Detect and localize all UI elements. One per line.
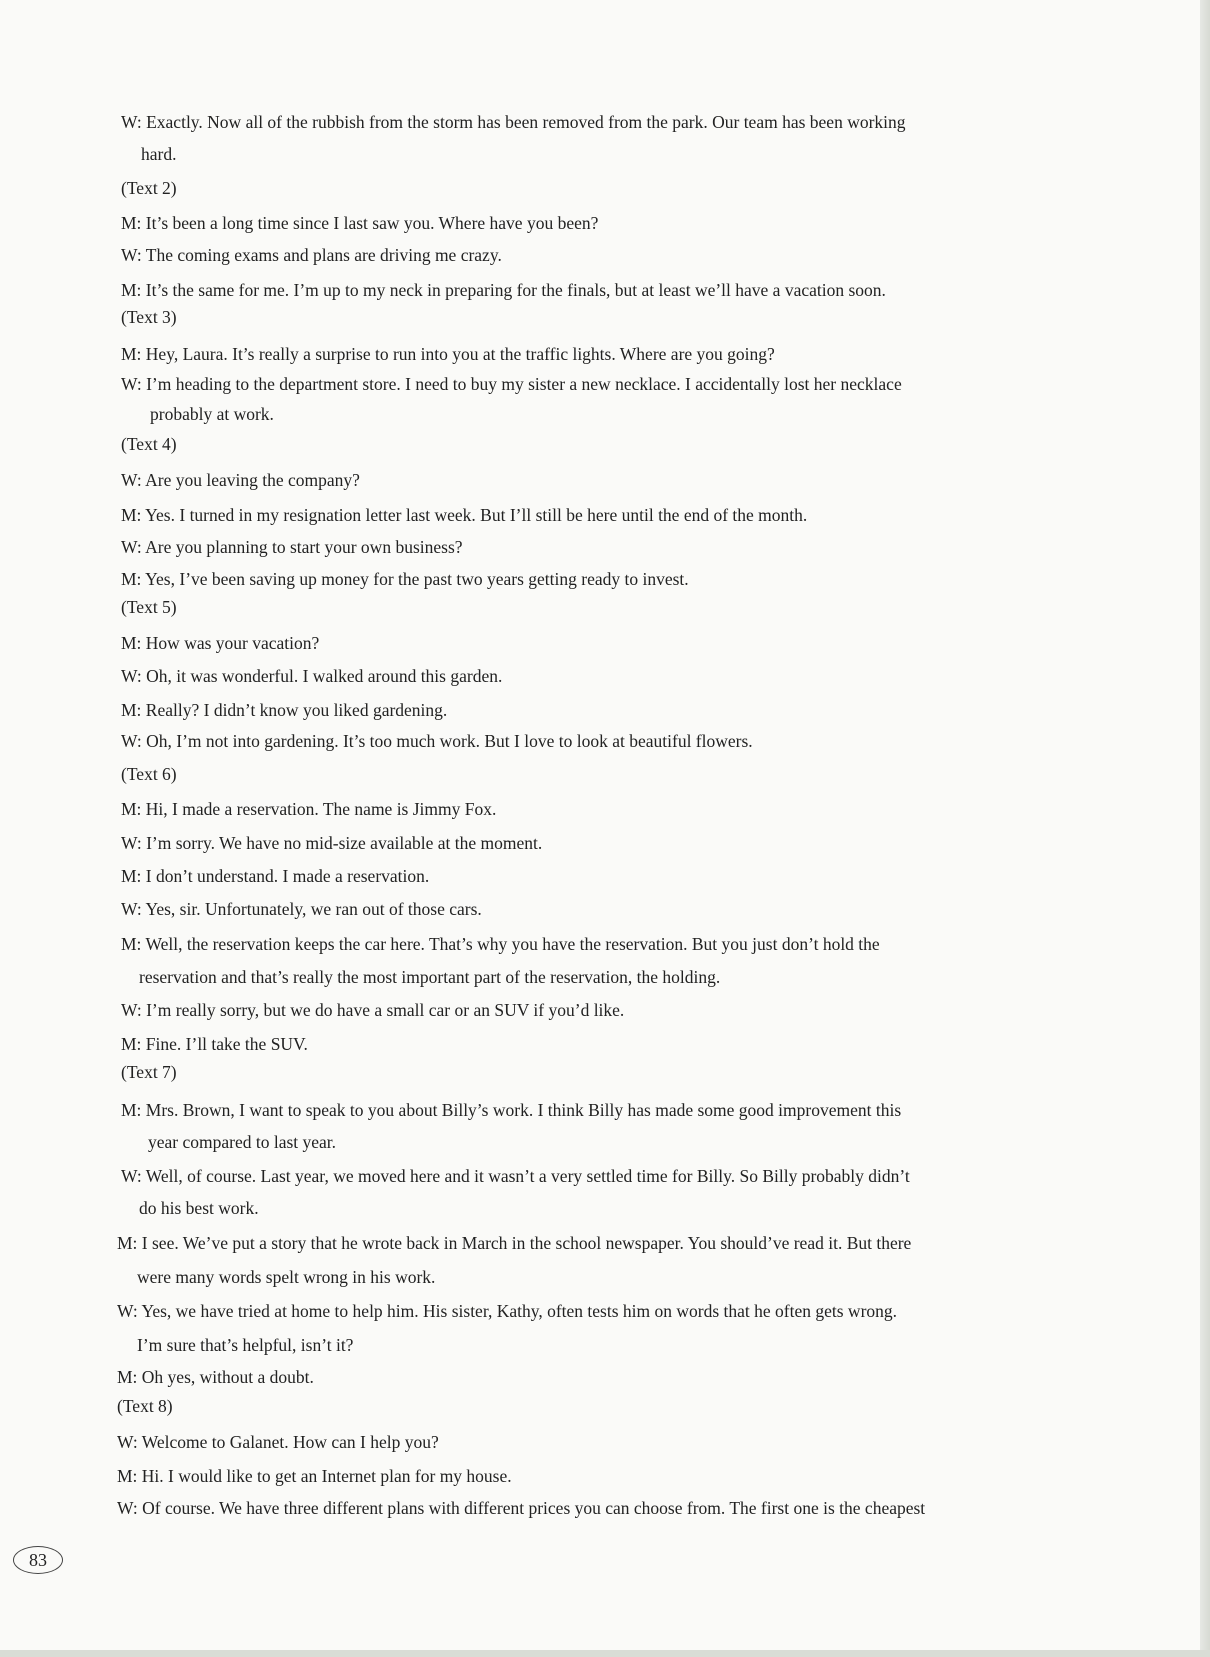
text-line: W: Yes, sir. Unfortunately, we ran out of those cars. (121, 899, 482, 919)
text-line: M: Really? I didn’t know you liked gardening. (121, 700, 448, 720)
section-heading: (Text 5) (121, 597, 177, 617)
text-line: hard. (141, 144, 177, 164)
section-heading: (Text 3) (121, 307, 177, 327)
text-line: W: Exactly. Now all of the rubbish from the storm has been removed from the park. Our team has been working (121, 112, 906, 132)
text-line: W: Yes, we have tried at home to help him. His sister, Kathy, often tests him on words that he often gets wrong. (117, 1301, 898, 1321)
text-line: M: Fine. I’ll take the SUV. (121, 1034, 308, 1054)
text-line: M: It’s the same for me. I’m up to my neck in preparing for the finals, but at least we’ll have a vacation soon. (121, 280, 886, 300)
text-line: M: I see. We’ve put a story that he wrote back in March in the school newspaper. You should’ve read it. But there (117, 1233, 912, 1253)
text-line: M: It’s been a long time since I last saw you. Where have you been? (121, 213, 599, 233)
page-number: 83 (13, 1546, 63, 1574)
text-line: I’m sure that’s helpful, isn’t it? (137, 1335, 354, 1355)
text-line: W: I’m sorry. We have no mid-size available at the moment. (121, 833, 543, 853)
text-line: W: I’m heading to the department store. I need to buy my sister a new necklace. I accidentally lost her necklace (121, 374, 902, 394)
text-line: M: Hi, I made a reservation. The name is Jimmy Fox. (121, 799, 497, 819)
text-line: W: Welcome to Galanet. How can I help you? (117, 1432, 439, 1452)
section-heading: (Text 6) (121, 764, 177, 784)
section-heading: (Text 2) (121, 178, 177, 198)
text-line: W: Oh, I’m not into gardening. It’s too much work. But I love to look at beautiful flowers. (121, 731, 753, 751)
text-line: year compared to last year. (148, 1132, 337, 1152)
text-line: M: Well, the reservation keeps the car here. That’s why you have the reservation. But you just don’t hold the (121, 934, 880, 954)
section-heading: (Text 8) (117, 1396, 173, 1416)
text-line: M: Oh yes, without a doubt. (117, 1367, 314, 1387)
section-heading: (Text 7) (121, 1062, 177, 1082)
text-line: M: I don’t understand. I made a reservation. (121, 866, 430, 886)
text-line: M: Yes, I’ve been saving up money for the past two years getting ready to invest. (121, 569, 689, 589)
page-edge-shadow (1200, 0, 1210, 1657)
text-line: M: Mrs. Brown, I want to speak to you about Billy’s work. I think Billy has made some good improvement this (121, 1100, 902, 1120)
text-line: M: Hey, Laura. It’s really a surprise to run into you at the traffic lights. Where are you going? (121, 344, 775, 364)
text-line: M: How was your vacation? (121, 633, 320, 653)
text-line: reservation and that’s really the most important part of the reservation, the holding. (139, 967, 721, 987)
text-line: were many words spelt wrong in his work. (137, 1267, 436, 1287)
page-bottom-edge (0, 1650, 1210, 1657)
text-line: M: Hi. I would like to get an Internet plan for my house. (117, 1466, 512, 1486)
text-line: W: Well, of course. Last year, we moved here and it wasn’t a very settled time for Billy. So Billy probably didn’t (121, 1166, 910, 1186)
section-heading: (Text 4) (121, 434, 177, 454)
text-line: do his best work. (139, 1198, 259, 1218)
text-line: W: Oh, it was wonderful. I walked around this garden. (121, 666, 503, 686)
text-line: W: Are you leaving the company? (121, 470, 360, 490)
text-line: W: The coming exams and plans are driving me crazy. (121, 245, 502, 265)
text-line: W: Are you planning to start your own business? (121, 537, 463, 557)
text-line: M: Yes. I turned in my resignation letter last week. But I’ll still be here until the end of the month. (121, 505, 808, 525)
text-line: probably at work. (150, 404, 274, 424)
text-line: W: Of course. We have three different plans with different prices you can choose from. The first one is the cheapest (117, 1498, 926, 1518)
text-line: W: I’m really sorry, but we do have a small car or an SUV if you’d like. (121, 1000, 625, 1020)
